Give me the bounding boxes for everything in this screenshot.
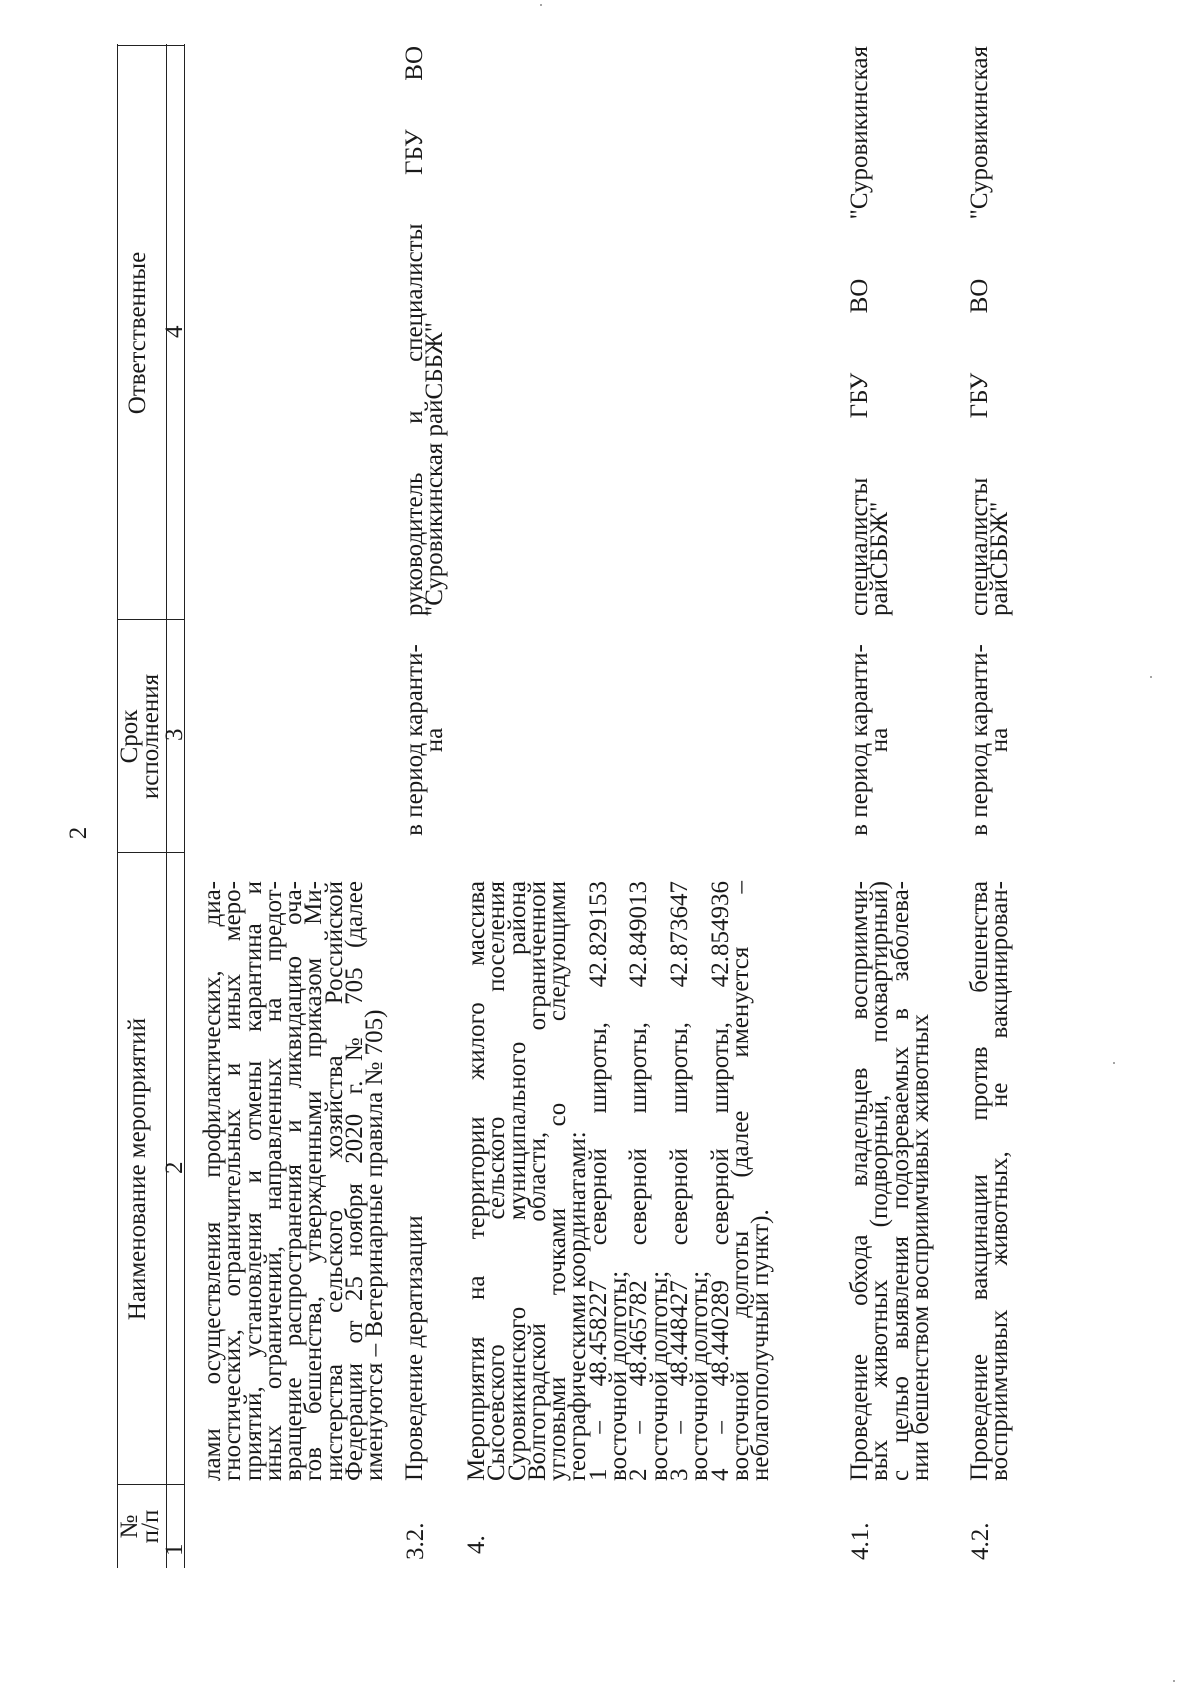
term-line: на <box>421 727 449 753</box>
header-col-number-line1: № <box>116 1514 143 1539</box>
table-row-line: Проведение вакцинации против бешенства <box>966 881 993 1481</box>
table-row-line: Суровикинского муниципального района <box>503 881 531 1481</box>
table-row-line: с целью выявления подозреваемых в заболева- <box>886 881 914 1481</box>
table-row-line: восприимчивых животных, не вакцинирован- <box>986 881 1014 1481</box>
table-row-line: Волгоградской области, ограниченной <box>523 881 551 1481</box>
responsible-word: райСББЖ" <box>986 501 1014 616</box>
responsible-word: райСББЖ" <box>866 501 894 616</box>
term-line: на <box>866 727 894 753</box>
table-row-line: 4 – 48.440289 северной широты, 42.854936 <box>706 881 734 1481</box>
responsible-word: "Суровикинская <box>966 46 993 220</box>
table-row-line: Проведение дератизации <box>401 1215 428 1481</box>
responsible-line <box>986 46 1014 616</box>
header-col-term-line2: исполнения <box>137 673 164 800</box>
table-row-line: гностических, ограничительных и иных меро- <box>219 881 247 1481</box>
table-row-line: нии бешенством восприимчивых животных <box>906 1013 934 1481</box>
responsible-word: специалисты <box>966 477 993 616</box>
row-4-1-responsible <box>846 46 894 616</box>
table-row-line: восточной долготы (далее именуется – <box>726 881 754 1481</box>
table-row-line: восточной долготы; <box>605 1270 633 1481</box>
table-row-line: географическими координатами: <box>564 1131 592 1481</box>
responsible-word: ГБУ <box>401 129 428 175</box>
row-4-2-responsible <box>966 46 1014 616</box>
table-row-line: лами осуществления профилактических, диа- <box>199 881 226 1481</box>
table-row-line: именуются – Ветеринарные правила № 705) <box>361 1009 389 1481</box>
table-row-line: иных ограничений, направленных на предот- <box>259 881 287 1481</box>
responsible-word: ВО <box>966 278 993 314</box>
row-4-title <box>463 881 775 1481</box>
table-row-line: восточной долготы; <box>645 1270 673 1481</box>
table-header-bottom-border <box>166 44 167 1568</box>
responsible-word: "Суровикинская <box>846 46 873 220</box>
table-row-line: восточной долготы; <box>686 1270 714 1481</box>
responsible-word: специалисты <box>846 477 873 616</box>
row-4-2-term <box>966 627 1014 853</box>
responsible-word: руководитель <box>401 472 428 616</box>
term-line: в период каранти- <box>401 644 428 836</box>
table-row-line: вращение распространения и ликвидацию оча- <box>280 881 308 1481</box>
header-col-term <box>118 620 162 853</box>
table-row-line: Мероприятия на территории жилого массива <box>463 881 490 1481</box>
header-col-number <box>118 1485 162 1568</box>
responsible-word: и <box>401 410 428 424</box>
term-line: в период каранти- <box>966 644 993 836</box>
term-line: на <box>986 727 1014 753</box>
table-numbers-bottom-border <box>184 44 185 1568</box>
row-number-4: 4. <box>463 1535 490 1554</box>
header-col-responsible: Ответственные <box>124 251 151 415</box>
column-number-1: 1 <box>161 1543 188 1556</box>
responsible-line <box>866 46 894 616</box>
term-line: в период каранти- <box>846 644 873 836</box>
table-row-line: гов бешенства, утвержденными приказом Ми- <box>300 881 328 1481</box>
table-row-line: 2 – 48.465782 северной широты, 42.849013 <box>625 881 653 1481</box>
page-number: 2 <box>65 826 92 840</box>
table-row-line: вых животных (подворный, поквартирный) <box>866 881 894 1481</box>
row-number-4-1: 4.1. <box>847 1522 874 1560</box>
table-row-line: Проведение обхода владельцев восприимчи- <box>846 881 873 1481</box>
header-col-title: Наименование мероприятий <box>124 1017 151 1321</box>
table-row-line: 1 – 48.458227 северной широты, 42.829153 <box>584 881 612 1481</box>
row-number-3-2: 3.2. <box>402 1522 429 1560</box>
column-number-3: 3 <box>161 728 188 741</box>
row-4-1-term <box>846 627 894 853</box>
row-3-2-responsible <box>401 46 449 616</box>
responsible-word: ВО <box>401 46 428 81</box>
row-3-2-title <box>401 881 428 1481</box>
responsible-word: "Суровикинская райСББЖ" <box>421 322 449 616</box>
responsible-word: ВО <box>846 278 873 314</box>
table-row-line: Федерации от 25 ноября 2020 г. № 705 (далее <box>341 881 369 1481</box>
row-3-2-term <box>401 627 449 853</box>
responsible-word: ГБУ <box>966 372 993 419</box>
row-number-4-2: 4.2. <box>967 1522 994 1560</box>
table-row-line: нистерства сельского хозяйства Российской <box>320 881 348 1481</box>
responsible-line <box>421 46 449 616</box>
row-continuation-title <box>199 881 389 1481</box>
table-row-line: угловыми точками со следующими <box>544 881 572 1481</box>
table-row-line: приятий, установления и отмены карантина и <box>239 881 267 1481</box>
scan-speck <box>1150 676 1152 678</box>
header-col-number-line2: п/п <box>137 1509 164 1544</box>
scan-speck <box>540 4 542 6</box>
table-row-line: Сысоевского сельского поселения <box>483 881 511 1481</box>
table-row-line: неблагополучный пункт). <box>747 1209 775 1481</box>
scan-speck <box>1113 1062 1115 1064</box>
column-number-2: 2 <box>161 1161 188 1174</box>
responsible-word: ГБУ <box>846 372 873 419</box>
column-number-4: 4 <box>161 325 188 338</box>
row-4-2-title <box>966 881 1014 1481</box>
header-col-term-line1: Срок <box>116 709 143 764</box>
responsible-word: специалисты <box>401 223 428 362</box>
table-row-line: 3 – 48.448427 северной широты, 42.873647 <box>665 881 693 1481</box>
scan-speck <box>1173 1680 1175 1682</box>
row-4-1-title <box>846 881 934 1481</box>
